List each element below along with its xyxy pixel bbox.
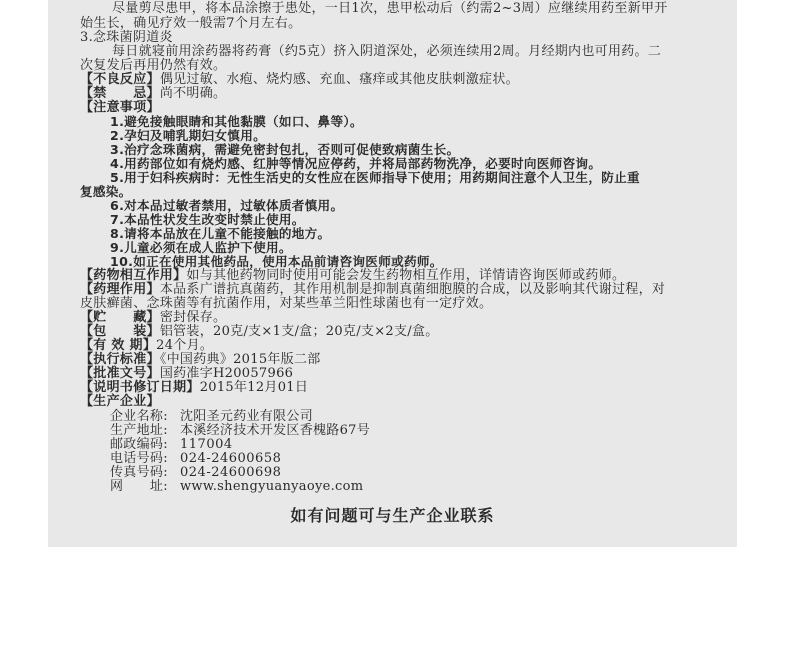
instruction-leaflet bbox=[48, 0, 737, 547]
pharmacology bbox=[80, 283, 713, 297]
field-label: 企业名称: bbox=[110, 409, 168, 424]
section-label: 【贮 藏】 bbox=[80, 310, 160, 325]
field-value: 024-24600698 bbox=[180, 465, 282, 480]
usage-subheading: 3.念珠菌阴道炎 bbox=[80, 30, 173, 45]
section-text: 《中国药典》2015年版二部 bbox=[159, 352, 321, 367]
section-label: 【药物相互作用】 bbox=[80, 268, 187, 283]
fax-number bbox=[110, 466, 713, 480]
precaution-item: 复感染。 bbox=[80, 184, 132, 199]
precaution-item: 5.用于妇科疾病时：无性生活史的女性应在医师指导下使用；用药期间注意个人卫生，防止重 bbox=[110, 170, 640, 185]
section-label: 【药理作用】 bbox=[80, 282, 160, 297]
precaution-item: 3.治疗念珠菌病，需避免密封包扎，否则可促使致病菌生长。 bbox=[110, 142, 460, 157]
precaution-item: 6.对本品过敏者禁用，过敏体质者慎用。 bbox=[110, 198, 344, 213]
company-name bbox=[110, 410, 713, 424]
section-text: 密封保存。 bbox=[159, 310, 227, 325]
section-label: 【执行标准】 bbox=[80, 352, 160, 367]
field-value: www.shengyuanyaoye.com bbox=[180, 479, 364, 494]
phone-number bbox=[110, 452, 713, 466]
approval-number bbox=[80, 367, 713, 381]
section-text: 铝管装，20克/支×1支/盒；20克/支×2支/盒。 bbox=[159, 324, 439, 339]
usage-line: 每日就寝前用涂药器将药膏（约5克）挤入阴道深处，必须连续用2周。月经期内也可用药。二 bbox=[112, 44, 662, 59]
precaution-item: 8.请将本品放在儿童不能接触的地方。 bbox=[110, 226, 331, 241]
field-value: 本溪经济技术开发区香槐路67号 bbox=[180, 423, 371, 438]
precaution-item: 9.儿童必须在成人监护下使用。 bbox=[110, 240, 292, 255]
section-text: 尚不明确。 bbox=[159, 86, 227, 101]
storage bbox=[80, 311, 713, 325]
field-value: 024-24600658 bbox=[180, 451, 282, 466]
field-value: 沈阳圣元药业有限公司 bbox=[180, 409, 314, 424]
section-text: 如与其他药物同时使用可能会发生药物相互作用，详情请咨询医师或药师。 bbox=[186, 268, 626, 283]
field-label: 传真号码: bbox=[110, 465, 168, 480]
section-label: 【禁 忌】 bbox=[80, 86, 160, 101]
field-label: 网 址: bbox=[110, 479, 168, 494]
validity bbox=[80, 339, 713, 353]
pharmacology-cont: 皮肤癣菌、念珠菌等有抗菌作用，对某些革兰阳性球菌也有一定疗效。 bbox=[80, 296, 493, 311]
section-label: 【有 效 期】 bbox=[80, 338, 157, 353]
website bbox=[110, 480, 713, 494]
precautions-label: 【注意事项】 bbox=[80, 100, 160, 115]
manufacturer-label: 【生产企业】 bbox=[80, 394, 160, 409]
contraindications bbox=[80, 87, 713, 101]
precaution-item: 1.避免接触眼睛和其他黏膜（如口、鼻等）。 bbox=[110, 114, 363, 129]
usage-line: 次复发后再用仍然有效。 bbox=[80, 58, 227, 73]
section-text: 国药准字H20057966 bbox=[159, 366, 294, 381]
field-label: 邮政编码: bbox=[110, 437, 168, 452]
section-label: 【包 装】 bbox=[80, 324, 160, 339]
section-text: 偶见过敏、水疱、烧灼感、充血、瘙痒或其他皮肤刺激症状。 bbox=[159, 72, 519, 87]
field-label: 电话号码: bbox=[110, 451, 168, 466]
section-text: 24个月。 bbox=[156, 338, 214, 353]
contact-footer: 如有问题可与生产企业联系 bbox=[290, 506, 495, 525]
precaution-item: 2.孕妇及哺乳期妇女慎用。 bbox=[110, 128, 266, 143]
precaution-item: 4.用药部位如有烧灼感、红肿等情况应停药，并将局部药物洗净，必要时向医师咨询。 bbox=[110, 156, 602, 171]
field-label: 生产地址: bbox=[110, 423, 168, 438]
section-label: 【说明书修订日期】 bbox=[80, 380, 200, 395]
adverse-reactions bbox=[80, 73, 713, 87]
section-text: 2015年12月01日 bbox=[199, 380, 309, 395]
revision-date bbox=[80, 381, 713, 395]
usage-line: 始生长，确见疗效一般需7个月左右。 bbox=[80, 16, 302, 31]
precaution-item: 7.本品性状发生改变时禁止使用。 bbox=[110, 212, 305, 227]
postal-code bbox=[110, 438, 713, 452]
section-text: 本品系广谱抗真菌药，其作用机制是抑制真菌细胞膜的合成，以及影响其代谢过程，对 bbox=[159, 282, 666, 297]
drug-interactions bbox=[80, 269, 713, 283]
company-address bbox=[110, 424, 713, 438]
usage-line: 尽量剪尽患甲，将本品涂擦于患处，一日1次，患甲松动后（约需2~3周）应继续用药至新甲开 bbox=[112, 1, 668, 16]
packaging bbox=[80, 325, 713, 339]
standard bbox=[80, 353, 713, 367]
section-label: 【批准文号】 bbox=[80, 366, 160, 381]
field-value: 117004 bbox=[180, 437, 233, 452]
section-label: 【不良反应】 bbox=[80, 72, 160, 87]
precaution-item: 10.如正在使用其他药品，使用本品前请咨询医师或药师。 bbox=[110, 254, 443, 269]
